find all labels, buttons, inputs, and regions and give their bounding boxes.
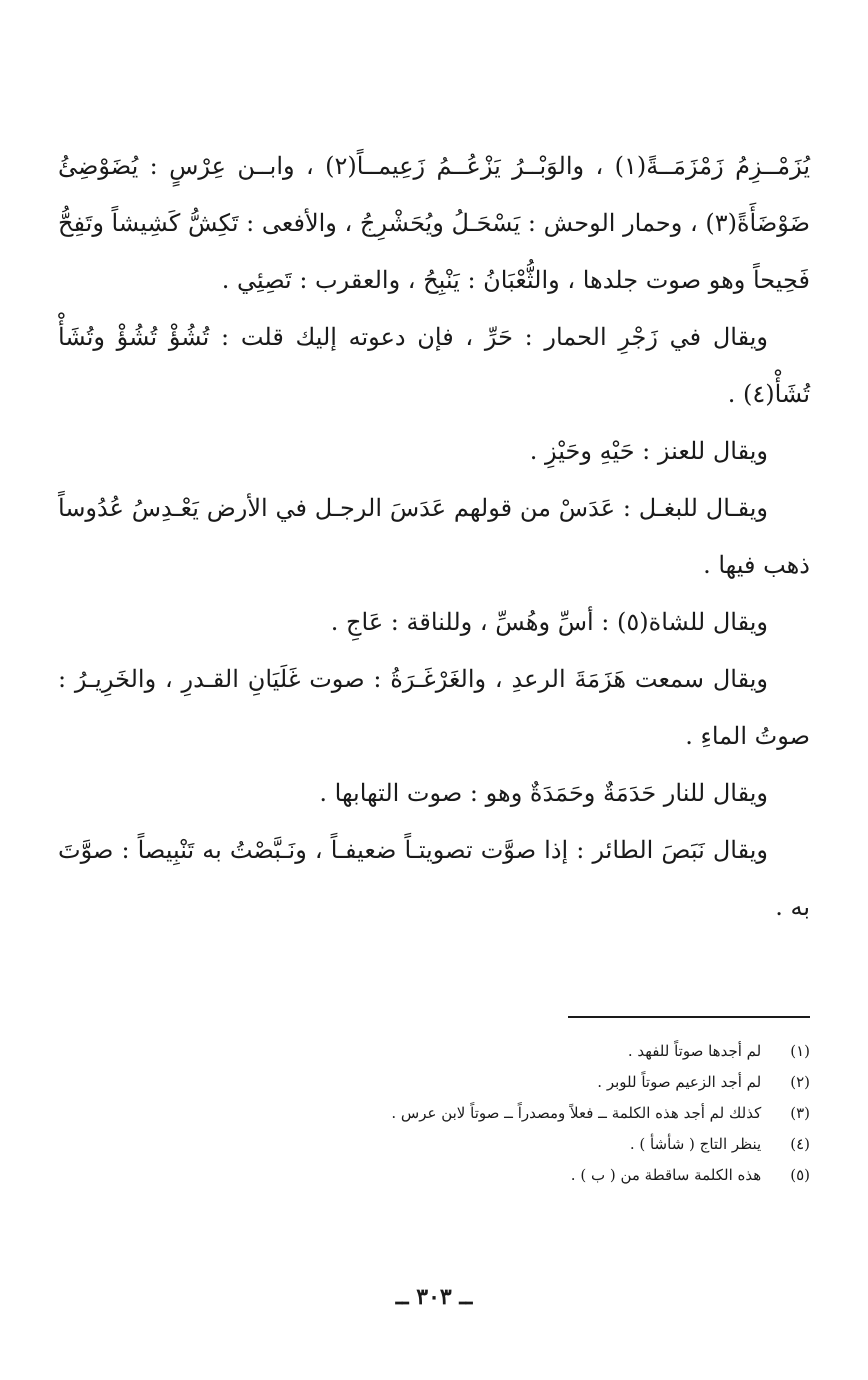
footnote-text: كذلك لم أجد هذه الكلمة ــ فعلاً ومصدراً ــ صوتاً لابن عرس . <box>391 1104 762 1122</box>
footnote-separator <box>568 1016 810 1018</box>
footnote-number: (٥) <box>790 1166 810 1184</box>
paragraph-mule-call: ويقـال للبغـل : عَدَسْ من قولهم عَدَسَ الرجـل في الأرض يَعْـدِسُ عُدُوساً ذهب فيها . <box>58 494 810 579</box>
footnote-item <box>60 1129 810 1160</box>
page-number: ــ ٣٠٣ ــ <box>395 1284 473 1310</box>
footnote-text: لم أجدها صوتاً للفهد . <box>627 1042 762 1060</box>
footnote-text: لم أجد الزعيم صوتاً للوبر . <box>597 1073 762 1091</box>
footnote-text: هذه الكلمة ساقطة من ( ب ) . <box>570 1166 762 1184</box>
footnotes-list <box>60 1036 810 1191</box>
paragraph-bird-sound: ويقال نَبَصَ الطائر : إذا صوَّت تصويتـاً ضعيفـاً ، ونَـبَّصْتُ به تَنْبِيصاً : صوَّتَ به . <box>58 836 810 921</box>
footnote-number: (١) <box>790 1042 810 1060</box>
footnote-number: (٤) <box>790 1135 810 1153</box>
paragraph-fire-sound: ويقال للنار حَدَمَةٌ وحَمَدَةٌ وهو : صوت التهابها . <box>319 779 768 807</box>
paragraph-donkey-call: ويقال في زَجْرِ الحمار : حَرِّ ، فإن دعوته إليك قلت : تُشُؤْ تُشُؤْ وتُشَأْ تُشَأْ(٤) . <box>58 323 810 408</box>
footnote-item <box>60 1036 810 1067</box>
footnote-number: (٢) <box>790 1073 810 1091</box>
paragraph-thunder-water: ويقال سمعت هَزَمَةَ الرعدِ ، والغَرْغَـرَةُ : صوت غَلَيَانِ القـدرِ ، والخَرِيـرُ : صوتُ الماءِ . <box>58 665 810 750</box>
paragraph-animal-sounds: يُزَمْــزِمُ زَمْزَمَــةً(١) ، والوَبْــرُ يَزْعُــمُ زَعِيمــاً(٢) ، وابــن عِرْسٍ : يُضَوْضِئُ ضَوْضَأَةً(٣) ، وحمار الوحش : يَسْحَـلُ ويُحَشْرِجُ ، والأفعى : تَكِشُّ كَشِيشاً وتَفِحُّ فَحِيحاً وهو صوت جلدها ، والثُّعْبَانُ : يَنْبِحُ ، والعقرب : تَصِئِي . <box>58 152 811 294</box>
footnote-number: (٣) <box>790 1104 810 1122</box>
footnote-text: ينظر التاج ( شأشأ ) . <box>629 1135 762 1153</box>
paragraph-goat-call: ويقال للعنز : حَيْهِ وحَيْزِ . <box>529 437 768 465</box>
footnote-item <box>60 1067 810 1098</box>
footnote-item <box>60 1160 810 1191</box>
footnote-item <box>60 1098 810 1129</box>
paragraph-sheep-camel-call: ويقال للشاة(٥) : أسِّ وهُسِّ ، وللناقة : عَاجِ . <box>330 608 768 636</box>
main-text <box>58 138 810 936</box>
